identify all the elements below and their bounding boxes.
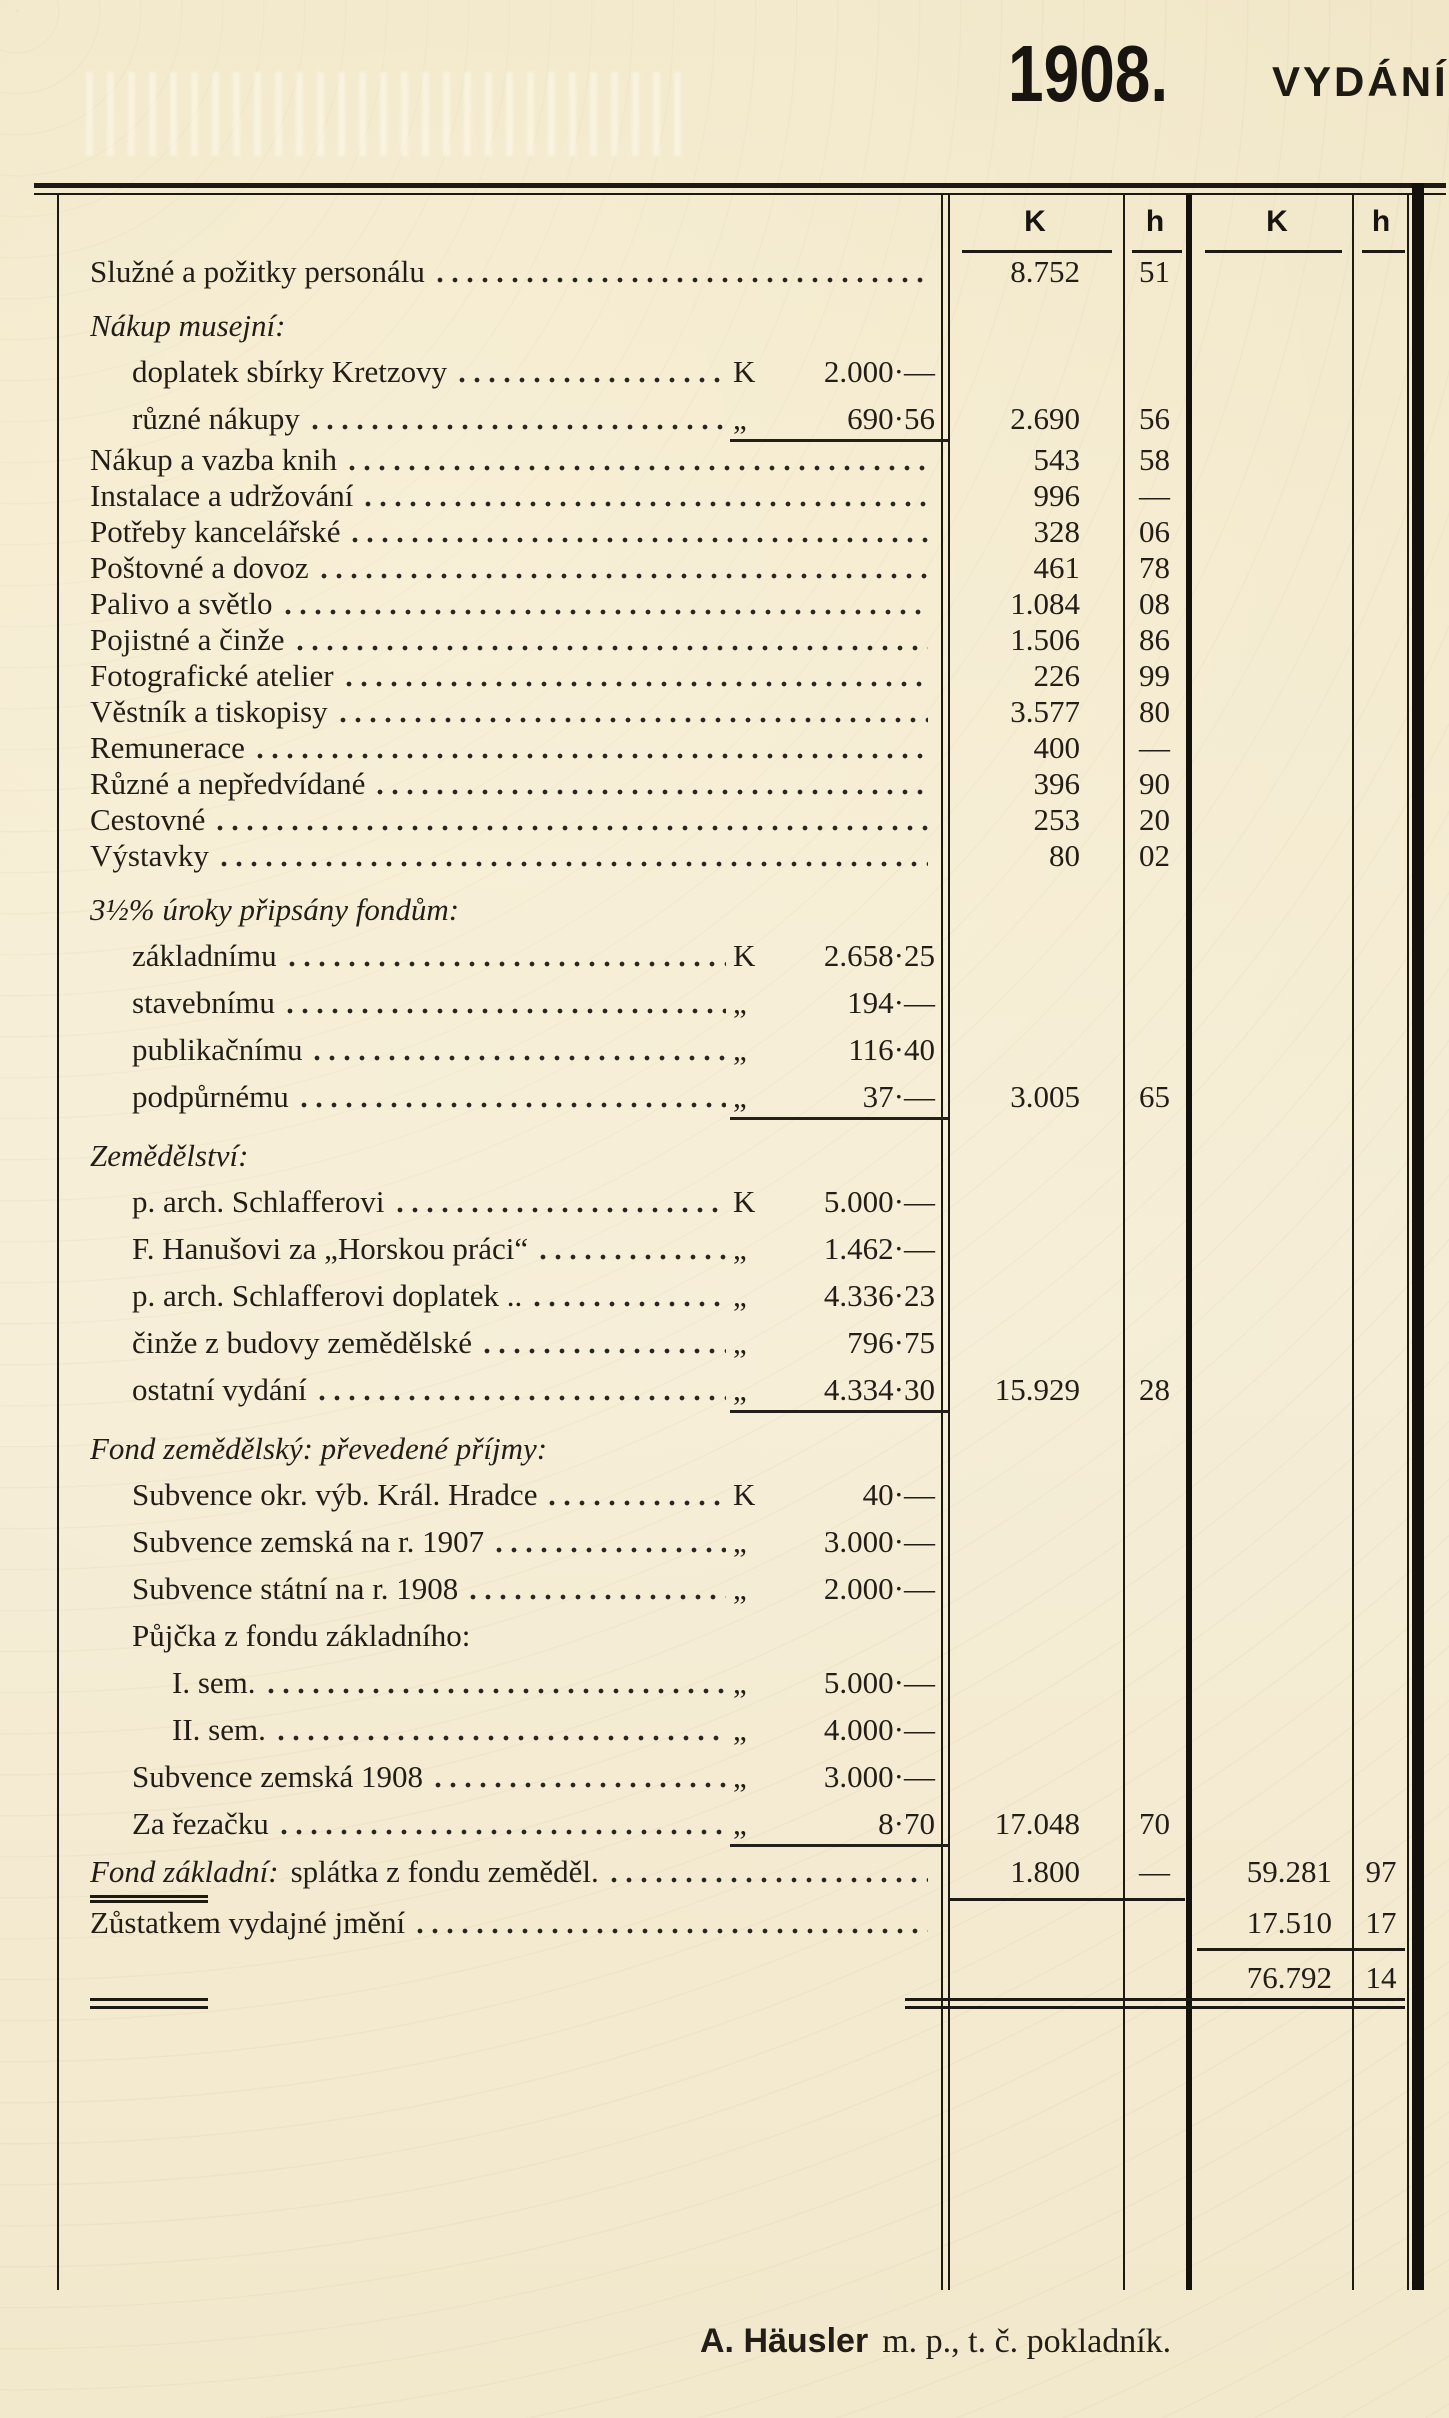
outer-h-value-cell: 97 [1365, 1854, 1397, 1889]
h-value-cell: 08 [1139, 586, 1170, 621]
row-description [90, 514, 932, 550]
currency-cell: K [733, 353, 756, 389]
dotted-leader [397, 1207, 727, 1213]
k-value-cell: 15.929 [994, 1371, 1080, 1407]
dotted-leader [287, 1008, 726, 1014]
sub-amount-cell: 3.000·— [823, 1523, 935, 1559]
section-heading-row [57, 304, 1412, 348]
ledger-row [57, 1366, 1412, 1413]
k-value-cell: 543 [1033, 442, 1080, 477]
row-description [132, 1026, 730, 1073]
row-description [132, 1073, 730, 1120]
sub-amount-cell: 4.336·23 [823, 1277, 935, 1313]
currency-cell: „ [733, 1805, 747, 1841]
ledger-row [57, 730, 1412, 766]
row-label: Subvence okr. výb. Král. Hradce [132, 1476, 538, 1512]
currency-cell: „ [733, 1570, 747, 1606]
row-label: činže z budovy zemědělské [132, 1324, 472, 1360]
row-label: Pojistné a činže [90, 622, 285, 657]
currency-cell: „ [733, 1371, 747, 1407]
ledger-row [57, 348, 1412, 395]
ledger-row [57, 586, 1412, 622]
section-heading-row [57, 1427, 1412, 1471]
row-label: Palivo a světlo [90, 586, 273, 621]
row-label: Subvence státní na r. 1908 [132, 1570, 459, 1606]
dotted-leader [314, 1055, 726, 1061]
row-label: 3½% úroky připsány fondům: [90, 892, 460, 927]
sub-amount-cell: 1.462·— [823, 1230, 935, 1266]
signature-name: A. Häusler [700, 2322, 869, 2360]
row-description [132, 1753, 730, 1800]
row-label: p. arch. Schlafferovi doplatek .. [132, 1277, 523, 1313]
row-description [90, 1134, 932, 1178]
ledger-row [57, 802, 1412, 838]
row-description [90, 694, 932, 730]
dotted-leader [289, 961, 726, 967]
h-value-cell: 70 [1139, 1805, 1170, 1841]
row-label: Cestovné [90, 802, 206, 837]
k-value-cell: 226 [1033, 658, 1080, 693]
k-value-cell: 1.800 [1010, 1854, 1080, 1889]
dotted-leader [312, 424, 726, 430]
ledger-row [57, 838, 1412, 874]
h-value-cell: 06 [1139, 514, 1170, 549]
dotted-leader [377, 789, 928, 795]
k-value-cell: 80 [1049, 838, 1080, 873]
outer-k-value-cell: 76.792 [1246, 1960, 1332, 1995]
ledger-row [57, 1225, 1412, 1272]
h-value-cell: 86 [1139, 622, 1170, 657]
row-label: F. Hanušovi za „Horskou práci“ [132, 1230, 529, 1266]
dotted-leader [534, 1301, 726, 1307]
k-value-cell: 8.752 [1010, 254, 1080, 289]
h-value-cell: 20 [1139, 802, 1170, 837]
table-right-border [1412, 183, 1424, 2290]
sub-amount-cell: 2.000·— [823, 353, 935, 389]
row-description [132, 979, 730, 1026]
dotted-leader [346, 681, 928, 687]
row-description [132, 395, 730, 442]
row-description [90, 802, 932, 838]
row-description [132, 348, 730, 395]
dotted-leader [352, 537, 928, 543]
row-description [90, 254, 932, 290]
dotted-leader [365, 501, 928, 507]
sub-amount-cell: 116·40 [848, 1031, 935, 1067]
row-label: Zemědělství: [90, 1138, 249, 1173]
ledger-row [57, 622, 1412, 658]
outer-h-value-cell: 14 [1365, 1960, 1397, 1995]
row-description [132, 1612, 932, 1659]
row-label: Subvence zemská na r. 1907 [132, 1523, 485, 1559]
table-top-rule [34, 183, 1446, 188]
row-label: Fond zemědělský: převedené příjmy: [90, 1431, 548, 1466]
h-value-cell: 02 [1139, 838, 1170, 873]
dotted-leader [437, 277, 928, 283]
k-value-cell: 2.690 [1010, 400, 1080, 436]
ledger-row [57, 1800, 1412, 1847]
currency-cell: „ [733, 1031, 747, 1067]
currency-cell: K [733, 937, 756, 973]
sub-amount-cell: 5.000·— [823, 1664, 935, 1700]
h-value-cell: — [1139, 478, 1170, 513]
ledger-row [57, 658, 1412, 694]
section-heading-row [57, 1134, 1412, 1178]
dotted-leader [281, 1829, 726, 1835]
row-label: stavebnímu [132, 984, 275, 1020]
subtotal-rule [730, 1117, 948, 1120]
h-value-cell: 51 [1139, 254, 1170, 289]
currency-cell: „ [733, 1324, 747, 1360]
row-description [90, 766, 932, 802]
row-description [90, 1897, 932, 1949]
k-value-cell: 3.577 [1010, 694, 1080, 729]
row-description [90, 658, 932, 694]
h-value-cell: 65 [1139, 1078, 1170, 1114]
ledger-row [57, 478, 1412, 514]
section-heading-row [57, 888, 1412, 932]
h-value-cell: 28 [1139, 1371, 1170, 1407]
h-value-cell: — [1139, 730, 1170, 765]
signature-line [700, 2322, 1171, 2361]
dotted-leader [217, 825, 928, 831]
sub-amount-cell: 690·56 [847, 400, 935, 436]
sub-amount-cell: 8·70 [878, 1805, 935, 1841]
ledger-row [57, 442, 1412, 478]
ledger-row [57, 1319, 1412, 1366]
k-value-cell: 996 [1033, 478, 1080, 513]
dotted-leader [484, 1348, 726, 1354]
dotted-leader [297, 645, 928, 651]
year-heading: 1908. [1008, 29, 1169, 118]
row-description [132, 1518, 730, 1565]
dotted-leader [470, 1594, 726, 1600]
ledger-row [57, 550, 1412, 586]
column-header-k2: K [1266, 205, 1288, 238]
row-label: Fotografické atelier [90, 658, 334, 693]
dotted-leader [540, 1254, 726, 1260]
row-label: p. arch. Schlafferovi [132, 1183, 385, 1219]
row-label: Zůstatkem vydajné jmění [90, 1905, 406, 1940]
h-value-cell: 80 [1139, 694, 1170, 729]
h-value-cell: 56 [1139, 400, 1170, 436]
dotted-leader [257, 753, 928, 759]
dotted-leader [496, 1547, 726, 1553]
faint-stamp-mark [86, 72, 686, 156]
ledger-row [57, 1847, 1412, 1897]
ledger-row [57, 1518, 1412, 1565]
dotted-leader [301, 1102, 726, 1108]
k-value-cell: 400 [1033, 730, 1080, 765]
ledger-row [57, 766, 1412, 802]
k-value-cell: 3.005 [1010, 1078, 1080, 1114]
currency-cell: K [733, 1476, 756, 1512]
outer-k-value-cell: 17.510 [1246, 1905, 1332, 1940]
row-description [132, 1471, 730, 1518]
k-value-cell: 461 [1033, 550, 1080, 585]
row-label: Remunerace [90, 730, 245, 765]
dotted-leader [435, 1782, 726, 1788]
ledger-row [57, 1897, 1412, 1949]
currency-cell: „ [733, 1078, 747, 1114]
row-label: Subvence zemská 1908 [132, 1758, 423, 1794]
row-description [132, 1800, 730, 1847]
sub-amount-cell: 796·75 [847, 1324, 935, 1360]
dotted-leader [285, 609, 928, 615]
page-title: VYDÁNÍ [1272, 58, 1449, 105]
ledger-row [57, 1073, 1412, 1120]
currency-cell: „ [733, 1523, 747, 1559]
row-label: Nákup a vazba knih [90, 442, 338, 477]
row-label: Služné a požitky personálu [90, 254, 425, 289]
row-description [90, 442, 932, 478]
currency-cell: „ [733, 984, 747, 1020]
row-description [90, 888, 932, 932]
row-label: II. sem. [172, 1711, 266, 1747]
ledger-row [57, 1178, 1412, 1225]
row-label: Věstník a tiskopisy [90, 694, 328, 729]
row-description [90, 304, 932, 348]
row-description [90, 478, 932, 514]
k-value-cell: 1.506 [1010, 622, 1080, 657]
subtotal-rule [730, 1410, 948, 1413]
row-label: různé nákupy [132, 400, 300, 436]
ledger-row [57, 1753, 1412, 1800]
table-top-rule-thin [34, 193, 1446, 195]
ledger-row [57, 1659, 1412, 1706]
dotted-leader [349, 465, 928, 471]
row-label-italic: Fond základní: [90, 1854, 279, 1889]
h-value-cell: — [1139, 1854, 1170, 1889]
dotted-leader [459, 377, 726, 383]
k-value-cell: 1.084 [1010, 586, 1080, 621]
ledger-row [57, 932, 1412, 979]
row-label: doplatek sbírky Kretzovy [132, 353, 448, 389]
row-label: Výstavky [90, 838, 209, 873]
ledger-row [57, 1565, 1412, 1612]
row-label: I. sem. [172, 1664, 256, 1700]
h-value-cell: 78 [1139, 550, 1170, 585]
row-description [132, 1225, 730, 1272]
row-label: Půjčka z fondu základního: [132, 1617, 471, 1653]
column-header-h2: h [1371, 205, 1391, 238]
currency-cell: „ [733, 400, 747, 436]
k-value-cell: 253 [1033, 802, 1080, 837]
ledger-row [57, 694, 1412, 730]
k-value-cell: 396 [1033, 766, 1080, 801]
row-description [90, 622, 932, 658]
row-label: publikačnímu [132, 1031, 303, 1067]
currency-cell: „ [733, 1711, 747, 1747]
row-label: Poštovné a dovoz [90, 550, 309, 585]
ledger-row [57, 979, 1412, 1026]
row-label: splátka z fondu zeměděl. [290, 1854, 599, 1889]
outer-k-value-cell: 59.281 [1246, 1854, 1332, 1889]
row-description [172, 1659, 730, 1706]
currency-cell: K [733, 1183, 756, 1219]
ledger-row [57, 1272, 1412, 1319]
dotted-leader [278, 1735, 726, 1741]
section-heading-row [57, 1612, 1412, 1659]
column-header-h1: h [1145, 205, 1165, 238]
sub-amount-cell: 4.000·— [823, 1711, 935, 1747]
ledger-rows [57, 240, 1412, 2007]
ledger-row [57, 1471, 1412, 1518]
ledger-row [57, 254, 1412, 290]
dotted-leader [319, 1395, 726, 1401]
dotted-leader [611, 1877, 928, 1883]
sub-amount-cell: 194·— [847, 984, 935, 1020]
sub-amount-cell: 3.000·— [823, 1758, 935, 1794]
row-description [132, 1319, 730, 1366]
row-label: Různé a nepředvídané [90, 766, 366, 801]
k-value-cell: 17.048 [994, 1805, 1080, 1841]
sub-amount-cell: 37·— [862, 1078, 935, 1114]
sub-amount-cell: 4.334·30 [823, 1371, 935, 1407]
row-label: Potřeby kancelářské [90, 514, 341, 549]
row-description [132, 1272, 730, 1319]
ledger-row [57, 1706, 1412, 1753]
dotted-leader [268, 1688, 726, 1694]
h-value-cell: 99 [1139, 658, 1170, 693]
row-description [132, 932, 730, 979]
row-description [90, 550, 932, 586]
row-label: Nákup musejní: [90, 308, 286, 343]
ledger-row [57, 514, 1412, 550]
row-description [90, 730, 932, 766]
sub-amount-cell: 40·— [862, 1476, 935, 1512]
dotted-leader [340, 717, 928, 723]
row-description [90, 1427, 932, 1471]
sub-amount-cell: 2.000·— [823, 1570, 935, 1606]
row-label: Instalace a udržování [90, 478, 354, 513]
ledger-row [57, 395, 1412, 442]
sub-amount-cell: 5.000·— [823, 1183, 935, 1219]
row-description [90, 838, 932, 874]
row-description [132, 1366, 730, 1413]
row-label: podpůrnému [132, 1078, 289, 1114]
row-description [132, 1178, 730, 1225]
row-description [90, 1847, 932, 1897]
row-description [132, 1565, 730, 1612]
signature-suffix: m. p., t. č. pokladník. [882, 2323, 1172, 2360]
dotted-leader [549, 1500, 726, 1506]
currency-cell: „ [733, 1758, 747, 1794]
dotted-leader [417, 1928, 928, 1934]
row-label: Za řezačku [132, 1805, 269, 1841]
ledger-row [57, 1026, 1412, 1073]
currency-cell: „ [733, 1664, 747, 1700]
k-value-cell: 328 [1033, 514, 1080, 549]
total-row [57, 1949, 1412, 2007]
h-value-cell: 90 [1139, 766, 1170, 801]
row-label: základnímu [132, 937, 277, 973]
row-description [172, 1706, 730, 1753]
column-header-k1: K [1024, 205, 1046, 238]
outer-h-value-cell: 17 [1365, 1905, 1397, 1940]
currency-cell: „ [733, 1277, 747, 1313]
sub-amount-cell: 2.658·25 [823, 937, 935, 973]
row-label: ostatní vydání [132, 1371, 307, 1407]
dotted-leader [221, 861, 928, 867]
currency-cell: „ [733, 1230, 747, 1266]
h-value-cell: 58 [1139, 442, 1170, 477]
dotted-leader [321, 573, 928, 579]
row-description [90, 586, 932, 622]
